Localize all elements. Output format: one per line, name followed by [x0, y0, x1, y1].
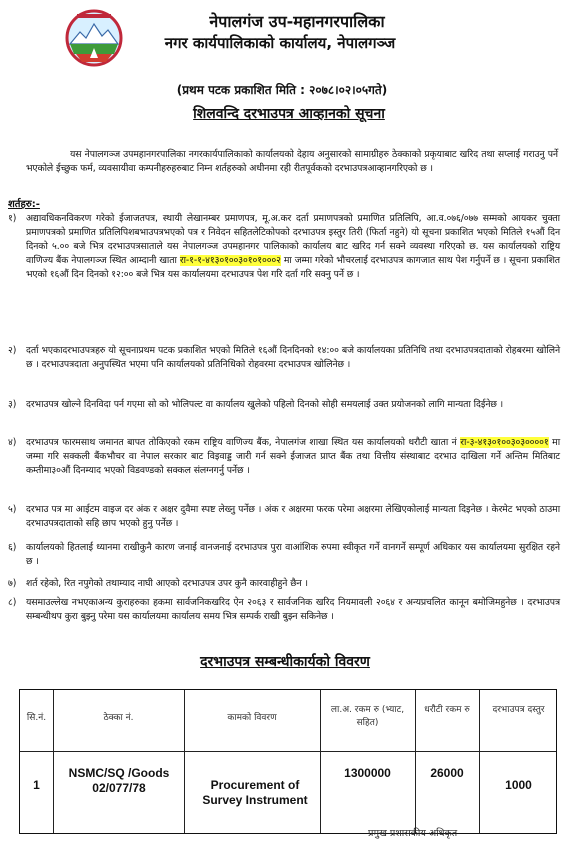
- condition-text: शर्त रहेको, रित नपुगेको तथाम्याद नाघी आएको दरभाउपत्र उपर कुनै कारवाहीहुने छैन ।: [26, 578, 308, 589]
- condition-text: अद्यावधिकनविकरण गरेको ईजाजतपत्र, स्थायी लेखानम्बर प्रमाणपत्र, मू.अ.कर दर्ता प्रमाणपत्रको प्रमाणित प्रतिलिपि, आ.व.०७६/०७७ सम्मको आयकर चुक्ता प्रमाणपत्रको प्रमाणित प्रतिलिपिशबभाउपत्रभएको पत्र र निवेदन सहितलेटिकोपको दरभाउपत्र इस्तुर तिरी (फिर्ता नहुने) यो सूचना प्रकाशित भएको मितिले १५औं दिन दिनको ५.०० बजे भित्र दरभाउपत्रसाताले यस नेपालगञ्ज उपमहानगर पालिकाको कार्यालय बाट खरिद गर्न सक्ने व्यवस्था गरिएको छ. यस कार्यालयको राष्ट्रिय वाणिज्य बैंक नेपालगञ्ज स्थित आम्दानी खाता रा-१-१-४१३०१००३०१०१०००२ मा जम्मा गरेको भौचरलाई दरभाउपत्र कागजात साथ पेश गर्नुपर्ने छ । सूचना प्रकाशित भएको १६औं दिन दिनको १२:०० बजे भित्र यस कार्यालयमा दरभाउपत्र पेश गरि दर्ता गरि सक्नु पर्ने छ ।: [26, 213, 561, 280]
- header-bid-fee: दरभाउपत्र दस्तुर: [492, 705, 545, 715]
- signatory: प्रमुख प्रशासकीय अधिकृत: [368, 828, 458, 839]
- cell-cost-estimate: 1300000: [344, 766, 391, 780]
- condition-number: २): [8, 345, 17, 356]
- condition-item: [8, 503, 560, 531]
- cell-bid-security: 26000: [430, 766, 464, 780]
- header-work-description: कामको विवरण: [227, 713, 277, 723]
- condition-item: [8, 398, 560, 412]
- condition-item: [8, 596, 560, 624]
- header-cost-estimate: ला.अ. रकम रु (भ्याट, सहित): [330, 705, 405, 728]
- condition-number: १): [8, 213, 17, 224]
- condition-text: यसमाउल्लेख नभएकाअन्य कुराहरुका हकमा सार्वजनिकखरिद ऐन २०६३ र सार्वजनिक खरिद नियमावली २०६४ र अन्यप्रचलित कानून बमोजिमहुनेछ । दरभाउपत्र सम्बन्धीथप कुरा बुझ्नु परेमा यस कार्यालयमा कार्यालय समय भित्र सम्पर्क राखी बुझ्न सकिनेछ ।: [26, 597, 560, 622]
- cell-contract-no: NSMC/SQ /Goods 02/077/78: [68, 766, 170, 795]
- condition-item: [8, 541, 560, 569]
- header-serial: सि.नं.: [26, 713, 47, 723]
- condition-text: दरभाउ पत्र मा आईटम वाइज दर अंक र अक्षर दुवैमा स्पष्ट लेख्नु पर्नेछ । अंक र अक्षरमा फरक परेमा अक्षरमा लेखिएकोलाई मान्यता दिइनेछ । केरमेट भएको ठाउमा दरभाउपत्रदाताको सहि छाप भएको हुनु पर्नेछ ।: [26, 504, 560, 529]
- header-contract-no: ठेक्का नं.: [103, 713, 134, 723]
- org-name-line2: नगर कार्यपालिकाको कार्यालय, नेपालगञ्ज: [164, 34, 396, 52]
- details-title: दरभाउपत्र सम्बन्धीकार्यको विवरण: [200, 654, 370, 670]
- condition-number: ६): [8, 542, 17, 553]
- cell-work-description: Procurement of Survey Instrument: [202, 778, 308, 807]
- condition-item: [8, 436, 560, 478]
- deposit-account-highlight: रा-३-४१३०१००३०३००००१: [460, 437, 549, 448]
- cell-serial: 1: [33, 778, 40, 792]
- org-name-line1: नेपालगंज उप-महानगरपालिका: [209, 12, 385, 31]
- first-publish-date: (प्रथम पटक प्रकाशित मिति : २०७८।०२।०५गते): [176, 83, 388, 97]
- condition-text: दरभाउपत्र फारमसाथ जमानत बापत तोकिएको रकम राष्ट्रिय वाणिज्य बैंक, नेपालगंज शाखा स्थित यस कार्यालयको धरौटी खाता नं रा-३-४१३०१००३०३००००१ मा जम्मा गरि सक्कली बैंकभौचर वा नेपाल सरकार बाट विइवाड्ड जारी गर्न सक्ने ईजाजत प्राप्त बैंक तथा वित्तीय संस्थाबाट दरभाउ दाखिला गर्ने अन्तिम मितिबाट कम्तीमा३०औं दिनम्याद भएको विडवण्डको सक्कल संलग्नगर्नु पर्नेछ ।: [26, 437, 560, 476]
- condition-item: [8, 212, 560, 282]
- bid-details-table: [19, 689, 557, 834]
- header-bid-security: धरौटी रकम रु: [424, 705, 470, 715]
- nepal-emblem-icon: [62, 8, 126, 68]
- condition-number: ५): [8, 504, 17, 515]
- condition-number: ७): [8, 578, 17, 589]
- condition-number: ३): [8, 399, 17, 410]
- condition-number: ४): [8, 437, 17, 448]
- condition-text: कार्यालयको हितलाई ध्यानमा राखीकुनै कारण जनाई वानजनाई दरभाउपत्र पुरा वाआंशिक रुपमा स्वीकृत गर्ने वानगर्ने सम्पूर्ण अधिकार यस कार्यालयमा सुरक्षित रहने छ ।: [26, 542, 560, 567]
- cell-bid-fee: 1000: [505, 778, 532, 792]
- condition-text: दर्ता भएकादरभाउपत्रहरु यो सूचनाप्रथम पटक प्रकाशित भएको मितिले १६औं दिनदिनको १४:०० बजे कार्यालयका प्रतिनिधि तथा दरभाउपत्रदाताको रोहबरमा खोलिने छ । दरभाउपत्रदाता अनुपस्थित भएमा पनि कार्यालयको प्रतिनिधिको रोहवरमा दरभाउपत्र खोलिनेछ ।: [26, 345, 560, 370]
- notice-title: शिलवन्दि दरभाउपत्र आव्हानको सूचना: [193, 106, 385, 122]
- condition-text: दरभाउपत्र खोल्ने दिनविदा पर्न गएमा सो को भोलिपल्ट वा कार्यालय खुलेको पहिलो दिनको सोही समयलाई उक्त प्रयोजनको लागि मान्यता दिईनेछ ।: [26, 399, 504, 410]
- account-number-highlight: रा-१-१-४१३०१००३०१०१०००२: [179, 255, 281, 266]
- condition-item: [8, 344, 560, 372]
- condition-number: ८): [8, 597, 17, 608]
- intro-paragraph: यस नेपालगञ्ज उपमहानगरपालिका नगरकार्यपालिकाको कार्यालयको देहाय अनुसारको सामाग्रीहरु ठेक्काको प्रकृयाबाट खरिद तथा सप्लाई गराउनु पर्ने भएकोले ईच्छुक फर्म, व्यवसायीवा कम्पनीहरुहरुबाट निम्न शर्तहरुको अधीनमा रही रीतपूर्वकको दरभाउपत्रआव्हानगरिएको छ ।: [26, 149, 558, 174]
- condition-item: [8, 577, 560, 591]
- conditions-heading: शर्तहरु:-: [8, 199, 40, 210]
